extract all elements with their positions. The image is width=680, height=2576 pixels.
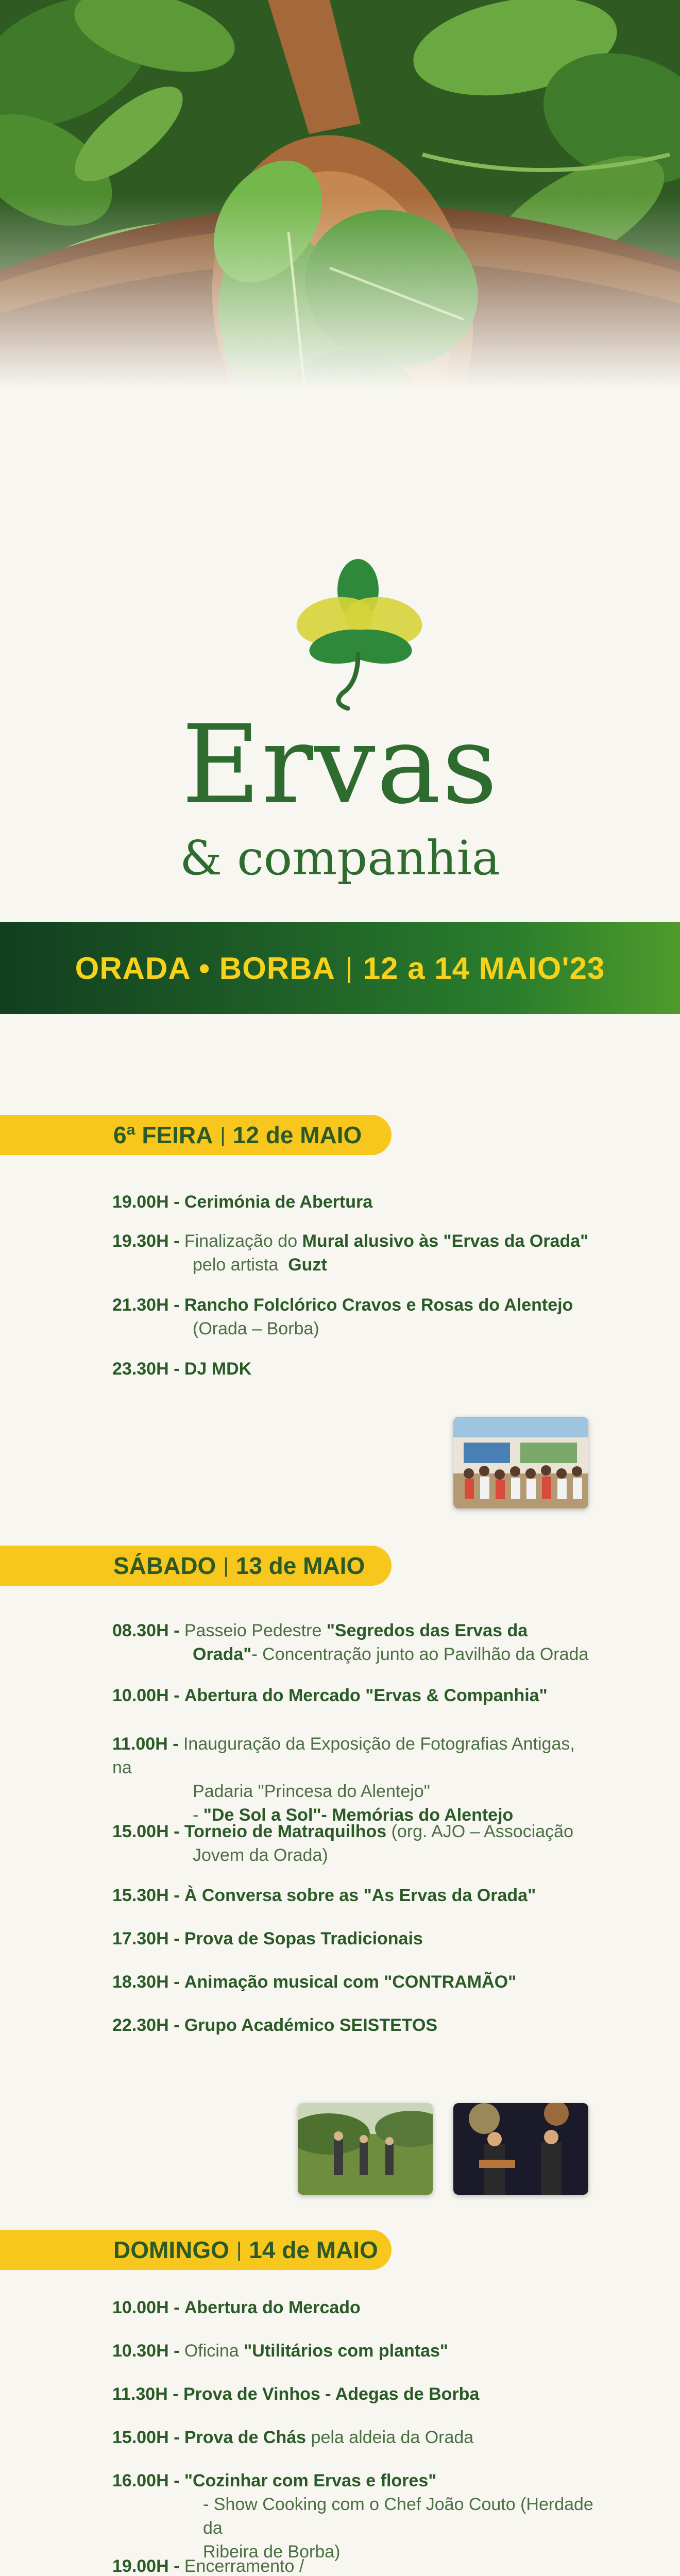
day-name: SÁBADO xyxy=(113,1552,216,1579)
banner-separator: | xyxy=(345,953,353,984)
item-text: Finalização do xyxy=(184,1231,298,1251)
item-title: "Cozinhar com Ervas e flores" xyxy=(184,2471,437,2490)
logo-title: Ervas xyxy=(181,702,499,828)
photo-image xyxy=(453,1417,588,1509)
item-time: 15.00H - xyxy=(112,2428,180,2447)
program-item xyxy=(112,2426,597,2449)
program-item xyxy=(112,1820,597,1867)
day-separator: | xyxy=(223,1554,229,1577)
day-header-saturday xyxy=(0,1546,392,1586)
item-time: 15.30H - xyxy=(112,1886,180,1905)
item-title: À Conversa sobre as "As Ervas da Orada" xyxy=(184,1886,536,1905)
program-item xyxy=(112,2339,597,2363)
item-text: (org. AJO – Associação xyxy=(391,1822,573,1841)
banner-place: ORADA • BORBA xyxy=(75,951,335,986)
item-subline: Jovem da Orada) xyxy=(193,1845,328,1865)
program-item xyxy=(112,1190,597,1214)
day-date: 12 de MAIO xyxy=(232,1122,362,1148)
item-time: 18.30H - xyxy=(112,1972,180,1992)
item-title: "Utilitários com plantas" xyxy=(244,2341,449,2361)
item-title: Cerimónia de Abertura xyxy=(184,1192,373,1212)
item-title: Rancho Folclórico Cravos e Rosas do Alentejo xyxy=(184,1295,573,1315)
item-time: 17.30H - xyxy=(112,1929,180,1948)
day-separator: | xyxy=(220,1123,226,1146)
item-time: 11.30H - xyxy=(112,2384,179,2404)
date-banner xyxy=(0,922,680,1014)
item-subline: - Show Cooking com o Chef João Couto (Herdade da xyxy=(203,2495,593,2538)
item-title: DJ MDK xyxy=(184,1359,252,1379)
item-time: 22.30H - xyxy=(112,2015,180,2035)
item-time: 19.00H - xyxy=(112,2556,180,2576)
item-subline: (Orada – Borba) xyxy=(193,1319,319,1338)
photo-concert xyxy=(453,2103,588,2195)
item-subline xyxy=(112,1253,597,1277)
day-header-friday xyxy=(0,1115,392,1155)
item-title-cont: Orada" xyxy=(193,1645,252,1664)
program-item xyxy=(112,2013,597,2037)
day-header-sunday xyxy=(0,2230,392,2270)
item-time: 08.30H - xyxy=(112,1621,180,1640)
program-item xyxy=(112,2296,597,2319)
hero-image xyxy=(0,0,680,546)
logo-subtitle: & companhia xyxy=(180,831,500,886)
item-text: Oficina xyxy=(184,2341,239,2361)
program-item xyxy=(112,2554,597,2576)
item-time: 10.00H - xyxy=(112,2298,180,2317)
program-item xyxy=(112,1619,597,1666)
program-item xyxy=(112,1293,597,1341)
photo-image xyxy=(453,2103,588,2195)
program-item xyxy=(112,1970,597,1994)
program-item xyxy=(112,2382,597,2406)
item-text: Encerramento / xyxy=(184,2556,304,2576)
day-date: 14 de MAIO xyxy=(249,2236,378,2263)
day-separator: | xyxy=(236,2238,242,2261)
item-text: pela aldeia da Orada xyxy=(311,2428,474,2447)
banner-dates: 12 a 14 MAIO'23 xyxy=(363,951,605,986)
item-time: 11.00H - xyxy=(112,1734,179,1754)
item-time: 10.30H - xyxy=(112,2341,180,2361)
item-title: Abertura do Mercado "Ervas & Companhia" xyxy=(184,1686,548,1705)
item-subline-2: Ribeira de Borba) xyxy=(203,2542,341,2562)
day-name: 6ª FEIRA xyxy=(113,1122,213,1148)
item-title: Mural alusivo às "Ervas da Orada" xyxy=(302,1231,589,1251)
item-time: 21.30H - xyxy=(112,1295,180,1315)
program-item xyxy=(112,1229,597,1277)
item-title: "Segredos das Ervas da xyxy=(326,1621,528,1640)
item-exhibition-title: "De Sol a Sol"- Memórias do Alentejo xyxy=(203,1805,514,1825)
photo-mural-group xyxy=(453,1417,588,1509)
item-subline: Padaria "Princesa do Alentejo" xyxy=(193,1782,430,1801)
program-item xyxy=(112,1684,597,1707)
item-sub-text: pelo artista xyxy=(193,1255,279,1275)
photo-walkers xyxy=(298,2103,433,2195)
item-title: Torneio de Matraquilhos xyxy=(184,1822,387,1841)
item-subline xyxy=(112,1642,597,1666)
item-sub-text: - Concentração junto ao Pavilhão da Orada xyxy=(251,1645,589,1664)
item-artist: Guzt xyxy=(288,1255,327,1275)
item-title: Animação musical com "CONTRAMÃO" xyxy=(184,1972,517,1992)
item-title: Abertura do Mercado xyxy=(184,2298,361,2317)
program-item xyxy=(112,1927,597,1951)
program-item xyxy=(112,1357,597,1381)
item-title: Prova de Chás xyxy=(184,2428,307,2447)
item-title: Prova de Vinhos - Adegas de Borba xyxy=(183,2384,480,2404)
item-title: Prova de Sopas Tradicionais xyxy=(184,1929,423,1948)
item-title: Grupo Académico SEISTETOS xyxy=(184,2015,438,2035)
item-time: 19.00H - xyxy=(112,1192,180,1212)
hero-fade xyxy=(0,196,680,546)
sprout-logo-icon xyxy=(288,559,428,714)
day-name: DOMINGO xyxy=(113,2236,229,2263)
program-item xyxy=(112,1732,597,1827)
item-text: Passeio Pedestre xyxy=(184,1621,322,1640)
program-item xyxy=(112,2469,597,2564)
day-date: 13 de MAIO xyxy=(235,1552,365,1579)
item-time: 16.00H - xyxy=(112,2471,180,2490)
photo-image xyxy=(298,2103,433,2195)
item-time: 15.00H - xyxy=(112,1822,180,1841)
item-time: 10.00H - xyxy=(112,1686,180,1705)
program-item xyxy=(112,1884,597,1907)
item-time: 19.30H - xyxy=(112,1231,180,1251)
item-text: Inauguração da Exposição de Fotografias Antigas, na xyxy=(112,1734,575,1777)
item-time: 23.30H - xyxy=(112,1359,180,1379)
item-sub-text: - xyxy=(193,1805,203,1825)
